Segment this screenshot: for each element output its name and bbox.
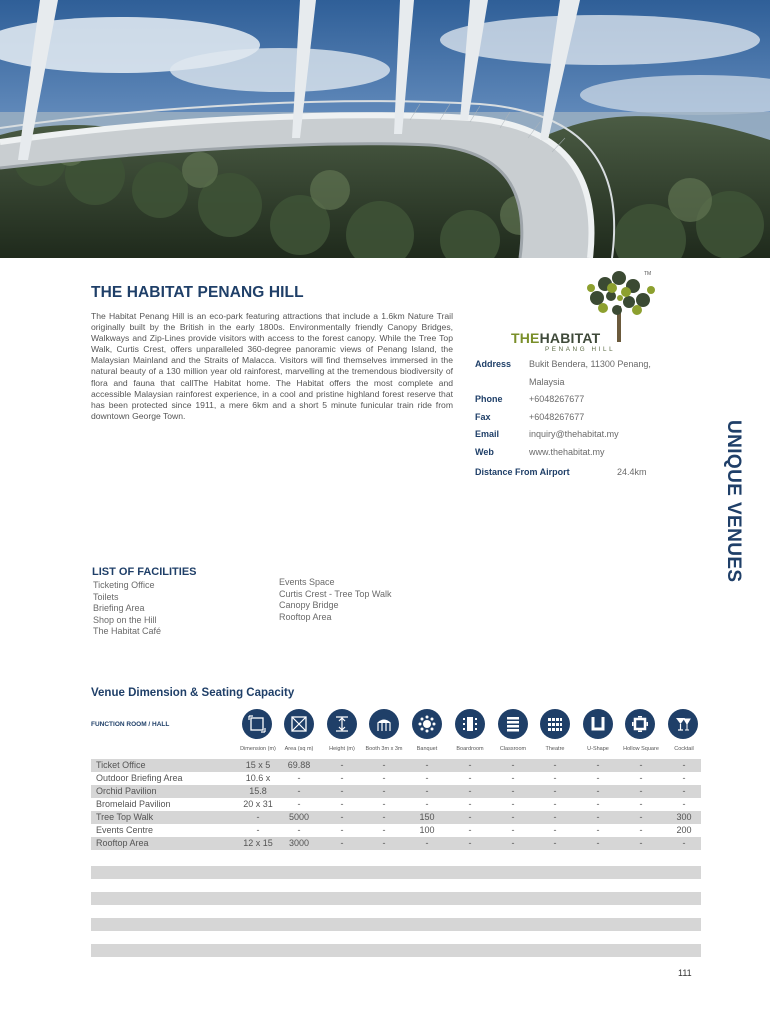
table-cell: - <box>297 786 301 796</box>
facility-item: Events Space <box>279 577 335 587</box>
web-link[interactable]: www.thehabitat.my <box>529 446 605 457</box>
table-cell: - <box>382 760 386 770</box>
table-cell: - <box>340 773 344 783</box>
logo-word-the: THE <box>511 330 540 346</box>
height-icon <box>327 709 357 739</box>
empty-table-row <box>91 892 701 905</box>
table-cell: - <box>596 786 600 796</box>
logo-subtitle: PENANG HILL <box>545 346 616 353</box>
table-cell: - <box>596 760 600 770</box>
address-value <box>529 356 679 391</box>
table-cell: - <box>553 760 557 770</box>
table-cell: - <box>340 786 344 796</box>
logo-wordmark <box>511 330 600 346</box>
table-cell: - <box>553 825 557 835</box>
table-row <box>91 824 701 837</box>
table-cell: - <box>682 786 686 796</box>
column-header: Hollow Square <box>623 746 659 752</box>
facility-item: Briefing Area <box>93 603 145 614</box>
facility-item: The Habitat Café <box>93 626 162 637</box>
table-row <box>91 772 701 785</box>
table-cell: - <box>340 799 344 809</box>
room-name: Orchid Pavilion <box>96 786 157 796</box>
table-cell: - <box>639 838 643 848</box>
table-cell: - <box>382 799 386 809</box>
page-number: 111 <box>678 968 692 978</box>
facilities-title: LIST OF FACILITIES <box>92 566 197 578</box>
table-cell: - <box>596 838 600 848</box>
distance-value: 24.4km <box>617 467 647 477</box>
facility-item: Shop on the Hill <box>93 614 157 625</box>
table-cell: - <box>256 812 260 822</box>
column-header: U-Shape <box>587 746 609 752</box>
column-header: Height (m) <box>329 746 355 752</box>
facility-item: Rooftop Area <box>279 611 332 622</box>
table-cell: - <box>682 773 686 783</box>
table-cell: - <box>425 773 429 783</box>
table-cell: - <box>682 838 686 848</box>
table-cell: - <box>639 812 643 822</box>
section-side-label: UNIQUE VENUES <box>723 420 744 583</box>
column-header: Cocktail <box>674 746 694 752</box>
table-cell: - <box>382 773 386 783</box>
banquet-icon <box>412 709 442 739</box>
table-cell: 300 <box>676 812 692 822</box>
u-shape-icon <box>583 709 613 739</box>
empty-table-row <box>91 918 701 931</box>
hollow-square-icon <box>625 709 655 739</box>
contact-details <box>475 356 705 461</box>
table-cell: - <box>553 812 557 822</box>
table-cell: 100 <box>419 825 435 835</box>
boardroom-icon <box>455 709 485 739</box>
table-cell: - <box>553 799 557 809</box>
room-name: Events Centre <box>96 825 154 835</box>
fax-label: Fax <box>475 411 491 422</box>
table-cell: - <box>682 799 686 809</box>
table-cell: 69.88 <box>287 760 311 770</box>
table-cell: - <box>639 825 643 835</box>
table-cell: - <box>468 838 472 848</box>
address-line-1: Bukit Bendera, 11300 Penang, <box>529 359 651 369</box>
table-cell: - <box>382 812 386 822</box>
table-cell: - <box>639 760 643 770</box>
table-cell: - <box>340 838 344 848</box>
table-cell: - <box>596 825 600 835</box>
logo-word-habitat: HABITAT <box>539 330 601 346</box>
column-header: Banquet <box>416 746 438 752</box>
facility-item: Curtis Crest - Tree Top Walk <box>279 588 392 599</box>
booth-icon <box>369 709 399 739</box>
table-cell: - <box>382 825 386 835</box>
room-name: Rooftop Area <box>96 838 149 848</box>
room-name: Ticket Office <box>96 760 146 770</box>
email-link[interactable]: inquiry@thehabitat.my <box>529 429 619 439</box>
phone-value[interactable]: +6048267677 <box>529 394 585 404</box>
table-cell: - <box>639 786 643 796</box>
table-cell: - <box>297 825 301 835</box>
web-label: Web <box>475 446 494 457</box>
table-cell: - <box>511 786 515 796</box>
table-cell: - <box>468 773 472 783</box>
table-cell: - <box>340 812 344 822</box>
column-header: Theatre <box>545 746 565 752</box>
column-header: Area (sq m) <box>284 746 314 752</box>
theatre-icon <box>540 709 570 739</box>
table-cell: - <box>382 786 386 796</box>
table-cell: - <box>511 825 515 835</box>
table-row <box>91 759 701 772</box>
table-cell: - <box>511 799 515 809</box>
distance-label: Distance From Airport <box>475 467 570 477</box>
phone-label: Phone <box>475 394 503 404</box>
empty-table-row <box>91 944 701 957</box>
facilities-list-2 <box>279 577 392 623</box>
contact-web-row <box>475 444 705 462</box>
venue-title: THE HABITAT PENANG HILL <box>91 284 304 301</box>
table-cell: 15 x 5 <box>245 760 271 770</box>
facility-item: Toilets <box>93 591 119 602</box>
function-room-label: FUNCTION ROOM / HALL <box>91 721 170 728</box>
table-cell: - <box>553 773 557 783</box>
table-cell: - <box>425 799 429 809</box>
area-icon <box>284 709 314 739</box>
room-name: Tree Top Walk <box>96 812 154 822</box>
table-cell: 12 x 15 <box>243 838 273 848</box>
venue-description: The Habitat Penang Hill is an eco-park featuring attractions that include a 1.6km Nature Trail originally built by the British in the early 1800s. Environmentally friendly Canopy Bridges, Walkways and Zip-Lines provide visitors with access to the forest canopy. While the Tree Top Walk, Curtis Crest, offers unparalleled 360-degree panoramic views of Penang Island, the Malaysian Mainland and the Straits of Malacca. Visitors will find themselves immersed in the natural beauty of a 130 million year old rainforest, marvelling at the tremendous biodiversity of flora and fauna that callThe Habitat home. The Habitat offers the most complete and accessible Malaysian rainforest experience, in a cool and pristine highland forest reserve that has been protected since 1911, a mere 6km and a short 5 minute funicular train ride from downtown George Town. <box>91 311 453 421</box>
table-row <box>91 798 701 811</box>
canopy-walkway-photo <box>0 0 770 258</box>
dimension-icon <box>242 709 272 739</box>
table-cell: 200 <box>676 825 692 835</box>
logo-trademark: TM <box>644 271 652 277</box>
table-cell: - <box>468 825 472 835</box>
table-cell: - <box>596 812 600 822</box>
contact-email-row <box>475 426 705 444</box>
table-row <box>91 785 701 798</box>
hero-photo <box>0 0 770 258</box>
contact-phone-row <box>475 391 705 409</box>
capacity-title: Venue Dimension & Seating Capacity <box>91 687 295 699</box>
table-row <box>91 811 701 824</box>
contact-fax-row <box>475 409 705 427</box>
table-cell: - <box>425 786 429 796</box>
table-row <box>91 837 701 850</box>
address-label: Address <box>475 359 512 369</box>
table-cell: - <box>468 760 472 770</box>
capacity-icon-row <box>0 709 770 739</box>
column-header: Classroom <box>499 746 527 752</box>
table-cell: - <box>297 799 301 809</box>
table-cell: 15.8 <box>249 786 267 796</box>
table-cell: - <box>639 799 643 809</box>
column-header: Dimension (m) <box>240 746 276 752</box>
table-cell: - <box>340 825 344 835</box>
table-cell: - <box>468 799 472 809</box>
table-cell: - <box>553 838 557 848</box>
table-cell: - <box>511 773 515 783</box>
table-cell: - <box>682 760 686 770</box>
table-cell: - <box>511 812 515 822</box>
capacity-table <box>91 759 701 850</box>
table-cell: - <box>425 760 429 770</box>
address-line-2: Malaysia <box>529 376 565 387</box>
table-cell: 10.6 x <box>245 773 271 783</box>
classroom-icon <box>498 709 528 739</box>
empty-table-row <box>91 866 701 879</box>
table-cell: 150 <box>419 812 435 822</box>
facility-item: Ticketing Office <box>93 580 155 590</box>
column-header: Boardroom <box>456 746 484 752</box>
facility-item: Canopy Bridge <box>279 600 339 611</box>
table-cell: - <box>596 773 600 783</box>
fax-value: +6048267677 <box>529 411 585 422</box>
table-cell: 5000 <box>288 812 310 822</box>
room-name: Bromelaid Pavilion <box>96 799 171 809</box>
table-cell: - <box>382 838 386 848</box>
table-cell: - <box>340 760 344 770</box>
table-cell: - <box>553 786 557 796</box>
cocktail-icon <box>668 709 698 739</box>
table-cell: - <box>297 773 301 783</box>
table-cell: - <box>468 786 472 796</box>
table-cell: - <box>468 812 472 822</box>
airport-distance <box>475 467 647 477</box>
table-cell: - <box>511 760 515 770</box>
facilities-list-1 <box>93 580 161 638</box>
table-cell: 3000 <box>288 838 310 848</box>
table-cell: - <box>256 825 260 835</box>
column-header: Booth 3m x 3m <box>365 746 403 752</box>
table-cell: - <box>596 799 600 809</box>
room-name: Outdoor Briefing Area <box>96 773 183 783</box>
table-cell: 20 x 31 <box>243 799 273 809</box>
contact-address-row <box>475 356 705 391</box>
table-cell: - <box>511 838 515 848</box>
table-cell: - <box>425 838 429 848</box>
table-cell: - <box>639 773 643 783</box>
email-label: Email <box>475 429 500 439</box>
